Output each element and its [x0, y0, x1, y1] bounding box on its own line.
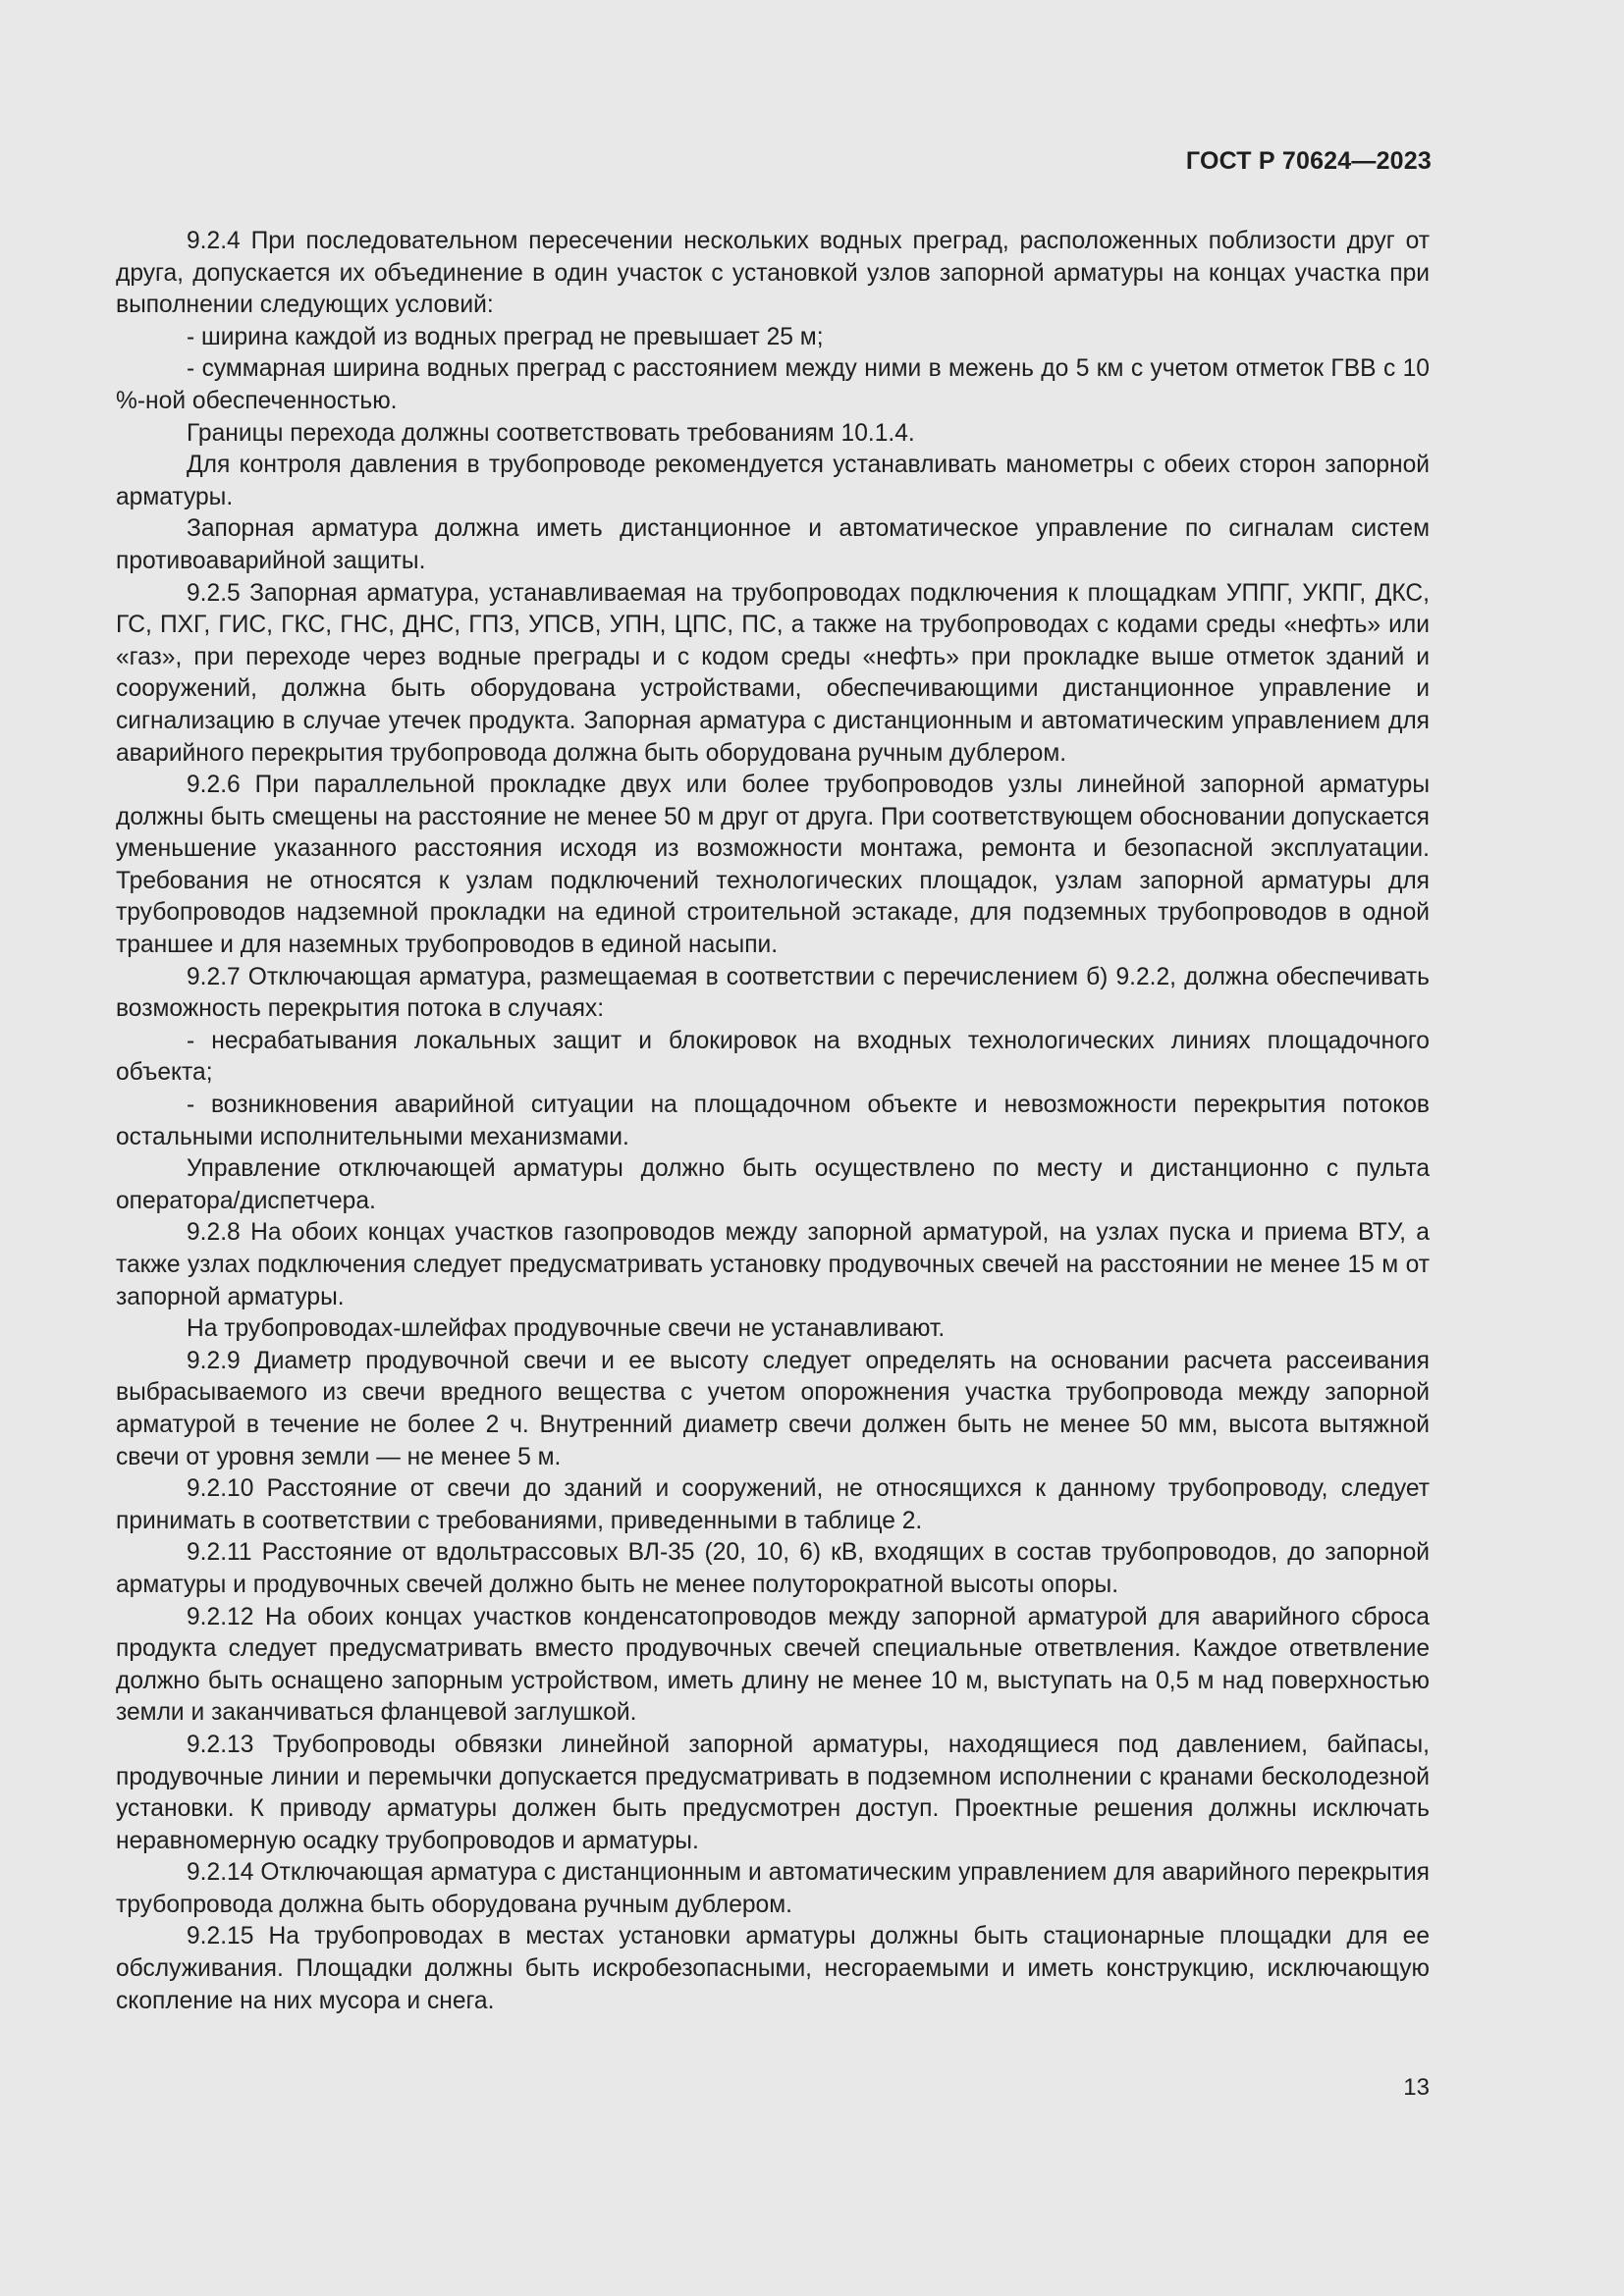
list-item-width-limit: - ширина каждой из водных преград не превышает 25 м;: [187, 323, 824, 350]
paragraph-remote-control: Запорная арматура должна иметь дистанционное и автоматическое управление по сигналам систем противоаварийной защиты.: [116, 515, 1430, 574]
paragraph-crossing-boundaries: Границы перехода должны соответствовать требованиям 10.1.4.: [187, 419, 915, 447]
paragraph-flowlines: На трубопроводах-шлейфах продувочные свечи не устанавливают.: [187, 1315, 946, 1343]
paragraph-9-2-11: 9.2.11 Расстояние от вдольтрассовых ВЛ-35 (20, 10, 6) кВ, входящих в состав трубопроводов, до запорной арматуры и продувочных свечей должно быть не менее полуторократной высоты опоры.: [116, 1539, 1430, 1598]
paragraph-9-2-7: 9.2.7 Отключающая арматура, размещаемая в соответствии с перечислением б) 9.2.2, должна обеспечивать возможность перекрытия потока в случаях:: [116, 963, 1430, 1023]
document-body: [116, 226, 1430, 2017]
paragraph-9-2-6: 9.2.6 При параллельной прокладке двух или более трубопроводов узлы линейной запорной арматуры должны быть смещены на расстояние не менее 50 м друг от друга. При соответствующем обосновании допускается уменьшение указанного расстояния исходя из возможности монтажа, ремонта и безопасной эксплуатации. Требования не относятся к узлам подключений технологических площадок, узлам запорной арматуры для трубопроводов надземной прокладки на единой строительной эстакаде, для подземных трубопроводов в одной траншее и для наземных трубопроводов в единой насыпи.: [116, 772, 1430, 959]
page-number: 13: [1403, 2074, 1430, 2101]
paragraph-pressure-control: Для контроля давления в трубопроводе рекомендуется устанавливать манометры с обеих сторон запорной арматуры.: [116, 452, 1430, 510]
paragraph-9-2-9: 9.2.9 Диаметр продувочной свечи и ее высоту следует определять на основании расчета рассеивания выбрасываемого из свечи вредного вещества с учетом опорожнения участка трубопровода между запорной арматурой в течение не более 2 ч. Внутренний диаметр свечи должен быть не менее 50 мм, высота вытяжной свечи от уровня земли — не менее 5 м.: [116, 1347, 1430, 1470]
paragraph-9-2-8: 9.2.8 На обоих концах участков газопроводов между запорной арматурой, на узлах пуска и приема ВТУ, а также узлах подключения следует предусматривать установку продувочных свечей на расстоянии не менее 15 м от запорной арматуры.: [116, 1219, 1430, 1310]
list-item-emergency: - возникновения аварийной ситуации на площадочном объекте и невозможности перекрытия потоков остальными исполнительными механизмами.: [116, 1092, 1430, 1150]
paragraph-9-2-13: 9.2.13 Трубопроводы обвязки линейной запорной арматуры, находящиеся под давлением, байпасы, продувочные линии и перемычки допускается предусматривать в подземном исполнении с кранами бесколодезной установки. К приводу арматуры должен быть предусмотрен доступ. Проектные решения должны исключать неравномерную осадку трубопроводов и арматуры.: [116, 1731, 1430, 1854]
document-id-header: ГОСТ Р 70624—2023: [1185, 147, 1432, 175]
paragraph-9-2-5: 9.2.5 Запорная арматура, устанавливаемая на трубопроводах подключения к площадкам УППГ, УКПГ, ДКС, ГС, ПХГ, ГИС, ГКС, ГНС, ДНС, ГПЗ, УПСВ, УПН, ЦПС, ПС, а также на трубопроводах с кодами среды «нефть» или «газ», при переходе через водные преграды и с кодом среды «нефть» при прокладке выше отметок зданий и сооружений, должна быть оборудована устройствами, обеспечивающими дистанционное управление и сигнализацию в случае утечек продукта. Запорная арматура с дистанционным и автоматическим управлением для аварийного перекрытия трубопровода должна быть оборудована ручным дублером.: [116, 579, 1430, 767]
paragraph-9-2-12: 9.2.12 На обоих концах участков конденсатопроводов между запорной арматурой для аварийного сброса продукта следует предусматривать вместо продувочных свечей специальные ответвления. Каждое ответвление должно быть оснащено запорным устройством, иметь длину не менее 10 м, выступать на 0,5 м над поверхностью земли и заканчиваться фланцевой заглушкой.: [116, 1603, 1430, 1727]
paragraph-9-2-15: 9.2.15 На трубопроводах в местах установки арматуры должны быть стационарные площадки для ее обслуживания. Площадки должны быть искробезопасными, несгораемыми и иметь конструкцию, исключающую скопление на них мусора и снега.: [116, 1923, 1430, 2014]
paragraph-9-2-4: 9.2.4 При последовательном пересечении нескольких водных преград, расположенных поблизости друг от друга, допускается их объединение в один участок с установкой узлов запорной арматуры на концах участка при выполнении следующих условий:: [116, 228, 1430, 319]
paragraph-9-2-10: 9.2.10 Расстояние от свечи до зданий и сооружений, не относящихся к данному трубопроводу, следует принимать в соответствии с требованиями, приведенными в таблице 2.: [116, 1475, 1430, 1534]
paragraph-9-2-14: 9.2.14 Отключающая арматура с дистанционным и автоматическим управлением для аварийного перекрытия трубопровода должна быть оборудована ручным дублером.: [116, 1859, 1430, 1918]
list-item-total-width: - суммарная ширина водных преград с расстоянием между ними в межень до 5 км с учетом отметок ГВВ с 10 %-ной обеспеченностью.: [116, 355, 1430, 414]
paragraph-shutoff-control: Управление отключающей арматуры должно быть осуществлено по месту и дистанционно с пульта оператора/диспетчера.: [116, 1155, 1430, 1214]
list-item-protection-failure: - несрабатывания локальных защит и блокировок на входных технологических линиях площадочного объекта;: [116, 1027, 1430, 1087]
